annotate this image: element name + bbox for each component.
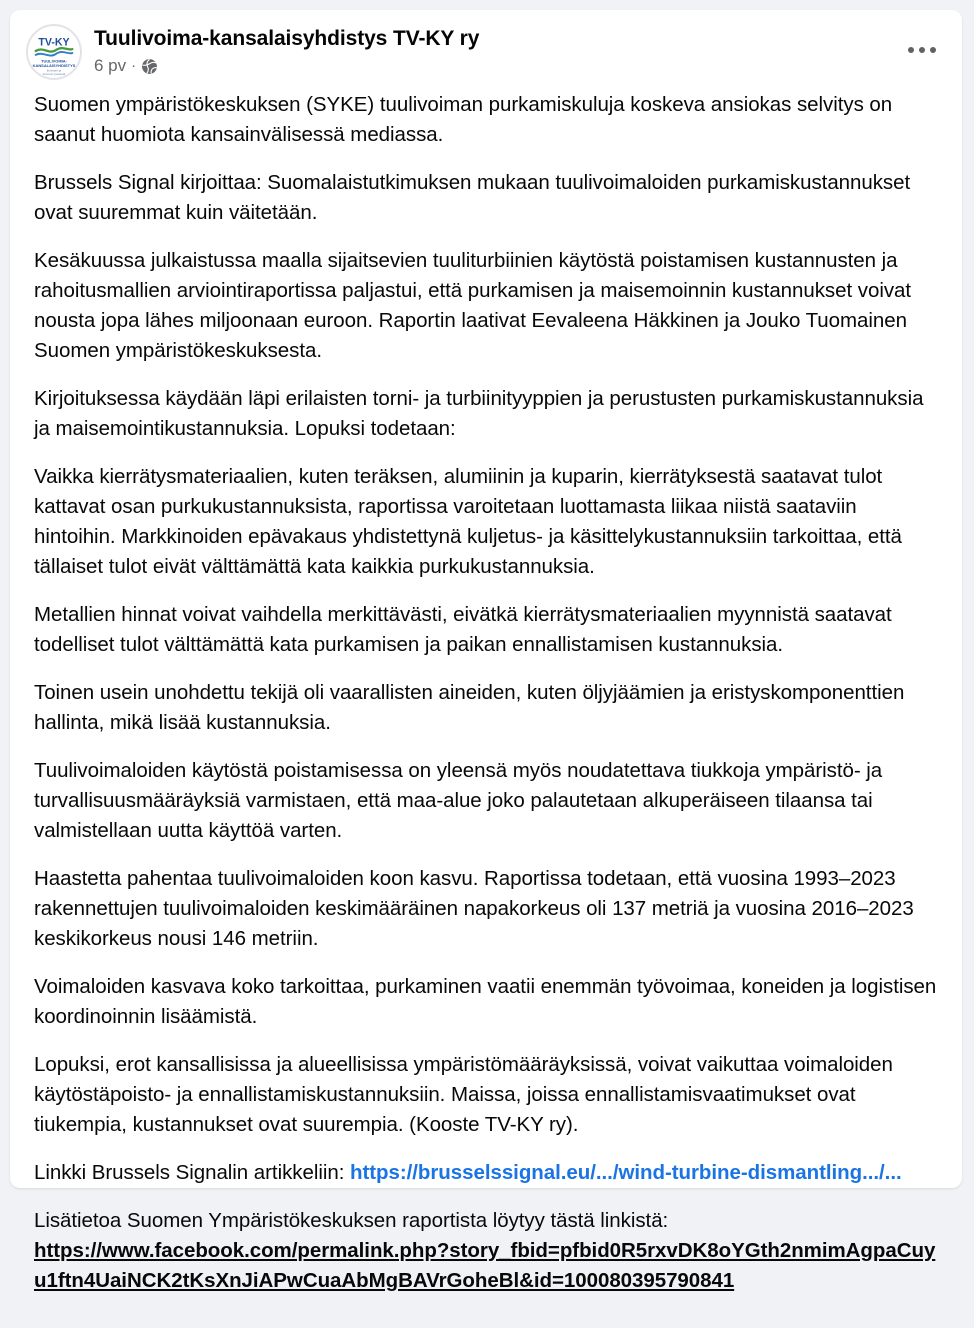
svg-text:TUULIVOIMA-: TUULIVOIMA-	[41, 58, 67, 64]
post-paragraph: Lopuksi, erot kansallisissa ja alueellisissa ympäristömääräyksissä, voivat vaikuttaa voimaloiden käytöstäpoisto- ja ennallistamiskustannuksiin. Maissa, joissa ennallistamisvaatimukset ovat tiukempia, kustannukset ovat suurempia. (Kooste TV-KY ry).	[34, 1053, 893, 1136]
meta-separator: ·	[131, 57, 137, 74]
brussels-signal-link-paragraph	[34, 1158, 938, 1188]
facebook-post-card	[10, 10, 962, 1292]
dot	[930, 47, 936, 53]
brussels-signal-link[interactable]: https://brusselssignal.eu/.../wind-turbine-dismantling.../...	[349, 1161, 902, 1184]
facebook-permalink-link[interactable]: https://www.facebook.com/permalink.php?story_fbid=pfbid0R5rxvDK8oYGth2nmimAgpaCuyu1ftn4UaiNCK2tKsXnJiAPwCuaAbMgBAVrGoheBl&id=100080395790841	[34, 1239, 936, 1292]
post-paragraph: Suomen ympäristökeskuksen (SYKE) tuulivoiman purkamiskuluja koskeva ansiokas selvitys on saanut huomiota kansainvälisessä mediassa.	[34, 93, 893, 146]
avatar[interactable]	[26, 24, 82, 80]
post-header	[10, 10, 962, 84]
post-paragraph: Tuulivoimaloiden käytöstä poistamisessa on yleensä myös noudatettava tiukkoja ympäristö- ja turvallisuusmääräyksiä varmistaen, että maa-alue joko palautetaan alkuperäiseen tilaansa tai valmistellaan uutta käyttöä varten.	[34, 759, 883, 842]
body-bottom-spacer	[34, 1314, 938, 1328]
post-paragraph: Kirjoituksessa käydään läpi erilaisten torni- ja turbiinityyppien ja perustusten purkamiskustannuksia ja maisemointikustannuksia. Lopuksi todetaan:	[34, 387, 924, 440]
post-meta	[94, 55, 479, 77]
final-prefix-text: Lisätietoa Suomen Ympäristökeskuksen raportista löytyy tästä linkistä:	[34, 1209, 669, 1232]
dot	[908, 47, 914, 53]
svg-text:luonnon puolesta: luonnon puolesta	[42, 71, 66, 76]
globe-icon[interactable]	[141, 58, 158, 75]
svg-text:ihmisten ja: ihmisten ja	[46, 68, 62, 73]
page-name[interactable]: Tuulivoima-kansalaisyhdistys TV-KY ry	[94, 27, 480, 50]
more-options-icon[interactable]	[900, 36, 944, 64]
post-paragraph: Haastetta pahentaa tuulivoimaloiden koon kasvu. Raportissa todetaan, että vuosina 1993–2023 rakennettujen tuulivoimaloiden keskimääräinen napakorkeus oli 137 metriä ja vuosina 2016–2023 keskikorkeus nousi 146 metriin.	[34, 867, 914, 950]
post-header-text	[94, 24, 479, 77]
post-timestamp[interactable]: 6 pv	[94, 56, 127, 75]
post-body	[10, 90, 962, 1328]
post-paragraph: Brussels Signal kirjoittaa: Suomalaistutkimuksen mukaan tuulivoimaloiden purkamiskustannukset ovat suuremmat kuin väitetään.	[34, 171, 911, 224]
post-paragraph: Toinen usein unohdettu tekijä oli vaarallisten aineiden, kuten öljyjäämien ja eristyskomponenttien hallinta, mikä lisää kustannuksia.	[34, 681, 905, 734]
post-paragraph: Vaikka kierrätysmateriaalien, kuten teräksen, alumiinin ja kuparin, kierrätyksestä saatavat tulot kattavat osan purkukustannuksista, raportissa varoitetaan luottamasta liikaa niistä saataviin hintoihin. Markkinoiden epävakaus yhdistettynä kuljetus- ja käsittelykustannuksiin tarkoittaa, että tällaiset tulot eivät välttämättä kata kaikkia purkukustannuksia.	[34, 465, 902, 578]
post-paragraph: Voimaloiden kasvava koko tarkoittaa, purkaminen vaatii enemmän työvoimaa, koneiden ja logistisen koordinoinnin lisäämistä.	[34, 975, 937, 1028]
link-prefix-text: Linkki Brussels Signalin artikkeliin:	[34, 1161, 350, 1184]
post-paragraph: Metallien hinnat voivat vaihdella merkittävästi, eivätkä kierrätysmateriaalien myynnistä saatavat todelliset tulot välttämättä kata purkamisen ja paikan ennallistamisen kustannuksia.	[34, 603, 892, 656]
syke-report-link-paragraph	[34, 1206, 938, 1296]
svg-text:TV-KY: TV-KY	[38, 36, 70, 49]
svg-text:KANSALAISYHDISTYS: KANSALAISYHDISTYS	[32, 63, 76, 69]
post-paragraph: Kesäkuussa julkaistussa maalla sijaitsevien tuuliturbiinien käytöstä poistamisen kustannusten ja rahoitusmallien arviointiraportissa paljastui, että purkamisen ja maisemoinnin kustannukset voivat nousta jopa lähes miljoonaan euroon. Raportin laativat Eevaleena Häkkinen ja Jouko Tuomainen Suomen ympäristökeskuksesta.	[34, 249, 912, 362]
dot	[919, 47, 925, 53]
